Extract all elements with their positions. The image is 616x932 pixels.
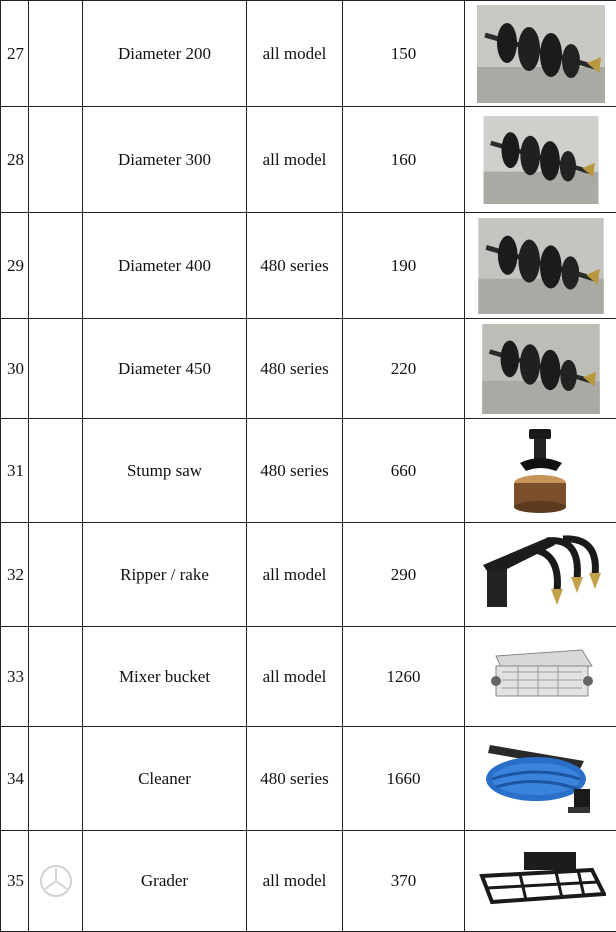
item-name: Diameter 200 [83, 1, 247, 107]
row-mark-cell [29, 523, 83, 627]
row-number: 34 [1, 727, 29, 831]
item-image-cell [465, 831, 616, 932]
item-price: 150 [343, 1, 465, 107]
row-number: 31 [1, 419, 29, 523]
item-model: all model [247, 831, 343, 932]
item-model: 480 series [247, 213, 343, 319]
item-model: 480 series [247, 727, 343, 831]
row-number: 29 [1, 213, 29, 319]
row-number: 32 [1, 523, 29, 627]
row-mark-cell [29, 727, 83, 831]
item-image-cell [465, 627, 616, 727]
item-price: 190 [343, 213, 465, 319]
row-mark-cell [29, 419, 83, 523]
item-image-cell [465, 727, 616, 831]
item-name: Diameter 400 [83, 213, 247, 319]
auger-icon [465, 5, 616, 103]
item-price: 1260 [343, 627, 465, 727]
item-model: 480 series [247, 319, 343, 419]
item-image-cell [465, 319, 616, 419]
table-row [1, 419, 616, 523]
item-name: Grader [83, 831, 247, 932]
row-mark-cell [29, 1, 83, 107]
row-mark-cell [29, 831, 83, 932]
table-row [1, 627, 616, 727]
item-name: Diameter 450 [83, 319, 247, 419]
stump-saw-icon [465, 427, 616, 515]
item-price: 1660 [343, 727, 465, 831]
table-row [1, 1, 616, 107]
ripper-rake-icon [465, 529, 616, 621]
auger-icon [465, 116, 616, 204]
item-name: Cleaner [83, 727, 247, 831]
mixer-bucket-icon [465, 646, 616, 708]
item-price: 220 [343, 319, 465, 419]
table-row [1, 727, 616, 831]
table-row [1, 107, 616, 213]
item-model: 480 series [247, 419, 343, 523]
item-price: 290 [343, 523, 465, 627]
row-number: 33 [1, 627, 29, 727]
row-number: 30 [1, 319, 29, 419]
item-model: all model [247, 1, 343, 107]
item-model: all model [247, 627, 343, 727]
grader-frame-icon [465, 850, 616, 912]
item-name: Ripper / rake [83, 523, 247, 627]
item-image-cell [465, 1, 616, 107]
item-name: Diameter 300 [83, 107, 247, 213]
cleaner-brush-icon [465, 735, 616, 823]
watermark-logo-icon [29, 864, 82, 898]
table-row [1, 831, 616, 932]
row-mark-cell [29, 627, 83, 727]
row-number: 28 [1, 107, 29, 213]
item-model: all model [247, 107, 343, 213]
item-price: 370 [343, 831, 465, 932]
row-number: 35 [1, 831, 29, 932]
item-name: Mixer bucket [83, 627, 247, 727]
item-image-cell [465, 419, 616, 523]
auger-icon [465, 218, 616, 314]
item-image-cell [465, 213, 616, 319]
item-price: 160 [343, 107, 465, 213]
item-price: 660 [343, 419, 465, 523]
item-name: Stump saw [83, 419, 247, 523]
row-mark-cell [29, 213, 83, 319]
row-number: 27 [1, 1, 29, 107]
table-row [1, 213, 616, 319]
row-mark-cell [29, 107, 83, 213]
table-row [1, 523, 616, 627]
item-image-cell [465, 107, 616, 213]
auger-icon [465, 324, 616, 414]
table-row [1, 319, 616, 419]
item-image-cell [465, 523, 616, 627]
item-model: all model [247, 523, 343, 627]
row-mark-cell [29, 319, 83, 419]
